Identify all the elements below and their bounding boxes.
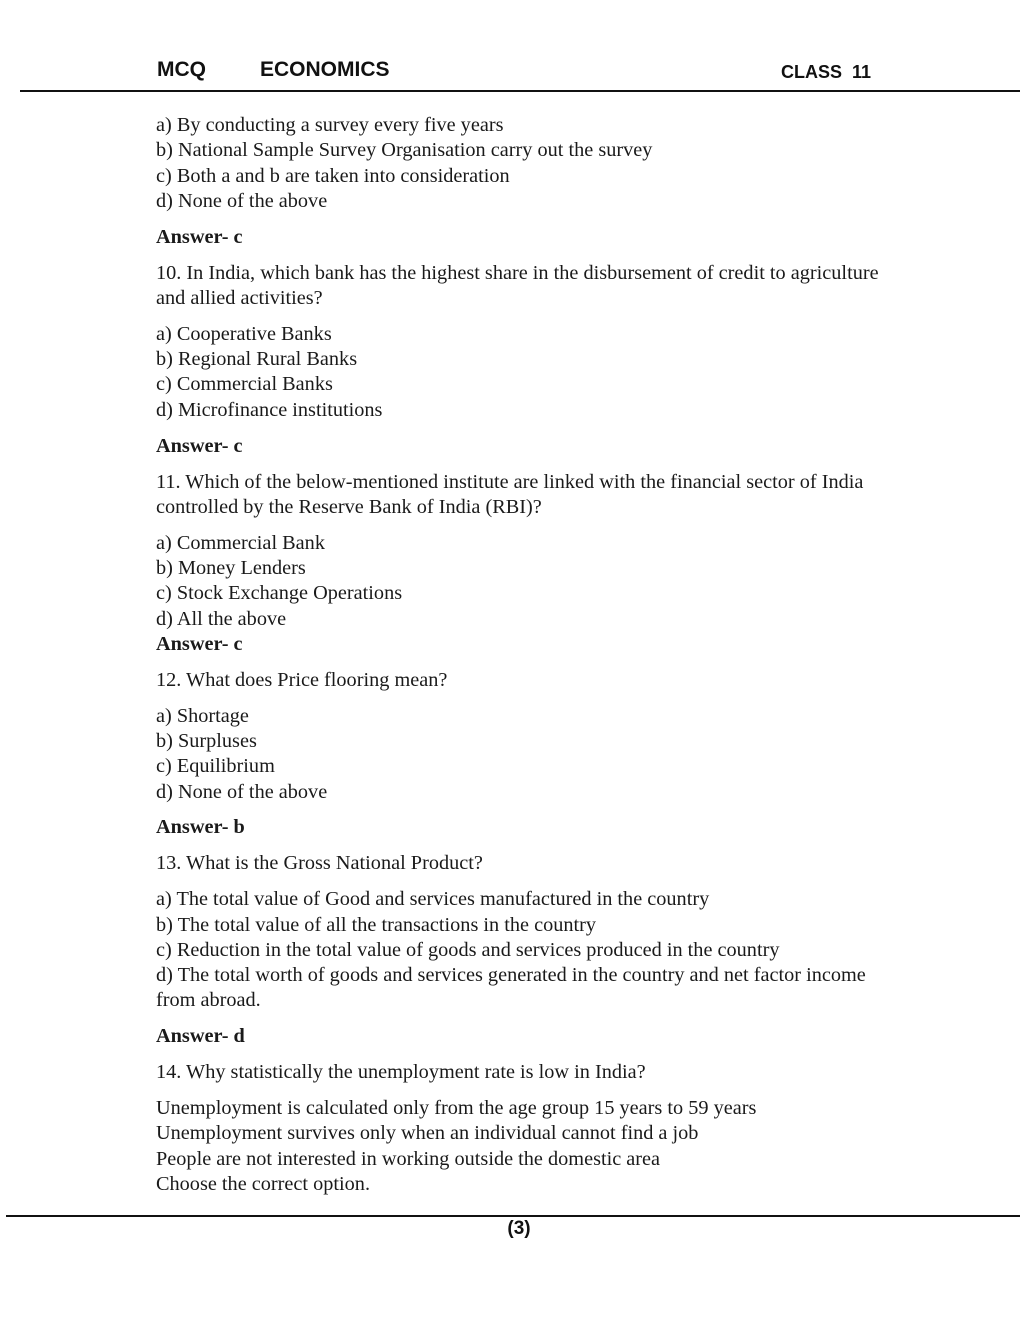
header-subject: ECONOMICS xyxy=(260,58,390,81)
answer-line: Answer- d xyxy=(156,1025,245,1048)
option-line: d) None of the above xyxy=(156,189,328,212)
option-line: a) The total value of Good and services manufactured in the country xyxy=(156,888,710,911)
question-text: 12. What does Price flooring mean? xyxy=(156,668,448,691)
option-line: b) The total value of all the transactions in the country xyxy=(156,913,597,936)
option-line: a) By conducting a survey every five years xyxy=(156,114,504,136)
option-line: c) Stock Exchange Operations xyxy=(156,582,403,605)
answer-line: Answer- c xyxy=(156,632,243,655)
question-text: 11. Which of the below-mentioned institute are linked with the financial sector of India controlled by the Reserve Bank of India (RBI)? xyxy=(156,470,864,518)
option-line: c) Both a and b are taken into consideration xyxy=(156,164,510,187)
question-11-block xyxy=(156,470,896,668)
option-line: b) Money Lenders xyxy=(156,557,306,580)
statement-line: Choose the correct option. xyxy=(156,1173,371,1195)
page-number: (3) xyxy=(507,1218,531,1239)
answer-line: Answer- c xyxy=(156,434,243,457)
statement-line: Unemployment survives only when an individual cannot find a job xyxy=(156,1122,699,1145)
header-class: CLASS 11 xyxy=(781,62,872,82)
option-line: d) None of the above xyxy=(156,780,328,803)
question-12-block xyxy=(156,668,896,852)
header-mcq: MCQ xyxy=(157,58,206,81)
option-line: c) Equilibrium xyxy=(156,755,275,778)
option-line: c) Commercial Banks xyxy=(156,373,333,396)
page-header xyxy=(0,0,1020,92)
page-content xyxy=(156,113,896,1197)
option-line: b) Surpluses xyxy=(156,729,257,752)
answer-line: Answer- b xyxy=(156,816,245,839)
option-line: c) Reduction in the total value of goods and services produced in the country xyxy=(156,938,780,961)
option-line: b) National Sample Survey Organisation carry out the survey xyxy=(156,139,653,162)
question-text: 10. In India, which bank has the highest share in the disbursement of credit to agriculture and allied activities? xyxy=(156,261,879,309)
option-line: a) Cooperative Banks xyxy=(156,322,332,345)
statement-line: Unemployment is calculated only from the age group 15 years to 59 years xyxy=(156,1097,757,1120)
option-line: d) All the above xyxy=(156,607,287,630)
option-line: a) Shortage xyxy=(156,704,249,727)
question-14-block xyxy=(156,1060,896,1197)
answer-line: Answer- c xyxy=(156,225,243,248)
option-line: b) Regional Rural Banks xyxy=(156,348,358,371)
option-line: a) Commercial Bank xyxy=(156,531,325,554)
question-13-block xyxy=(156,851,896,1060)
question-text: 13. What is the Gross National Product? xyxy=(156,852,483,875)
footer-divider xyxy=(6,1215,1020,1217)
header-divider xyxy=(20,90,1020,92)
question-text: 14. Why statistically the unemployment rate is low in India? xyxy=(156,1061,646,1084)
statement-line: People are not interested in working outside the domestic area xyxy=(156,1147,661,1170)
option-line: d) Microfinance institutions xyxy=(156,398,383,421)
question-10-block xyxy=(156,261,896,470)
option-line: d) The total worth of goods and services generated in the country and net factor income from abroad. xyxy=(156,964,866,1012)
question-9-block xyxy=(156,113,896,261)
